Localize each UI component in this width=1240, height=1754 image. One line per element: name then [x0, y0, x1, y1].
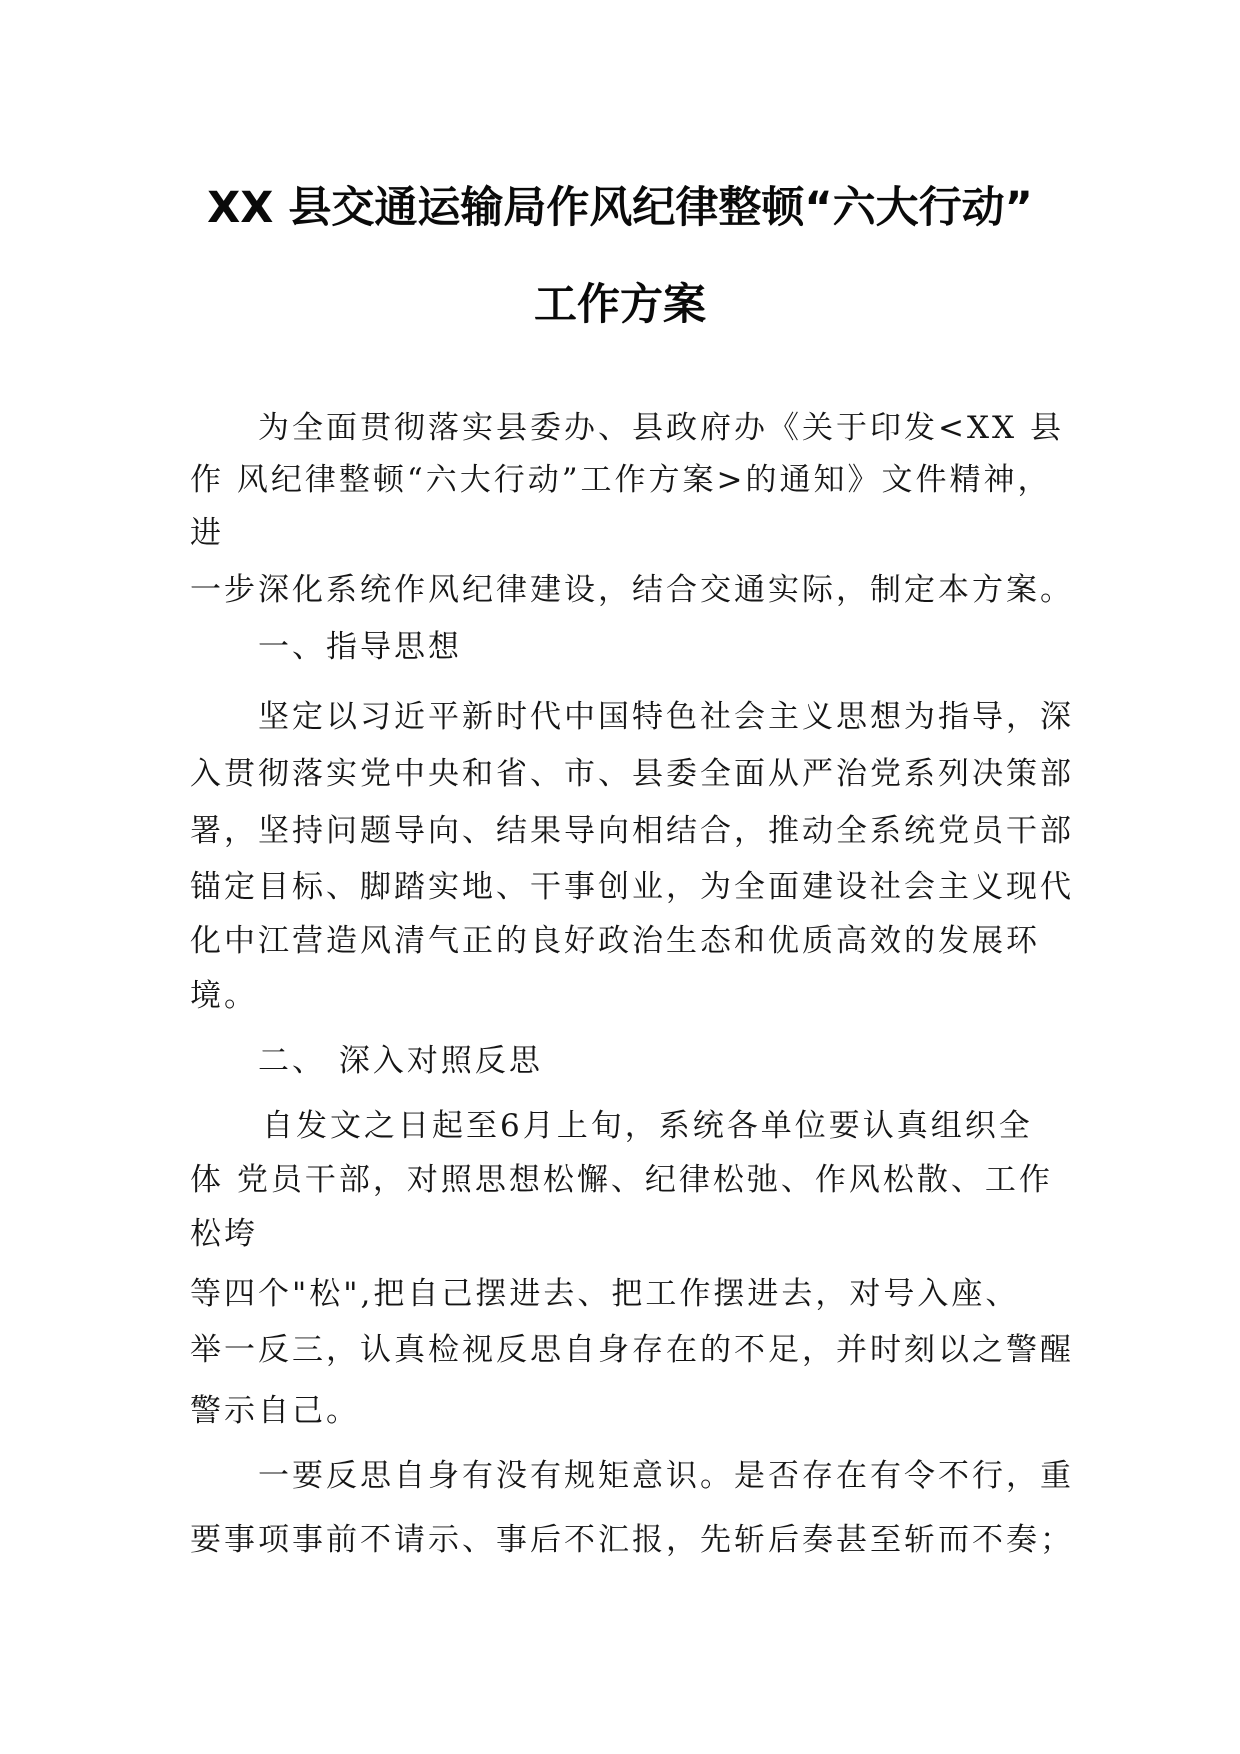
title-line-2: 工作方案	[534, 280, 706, 330]
body-line: 署，坚持问题导向、结果导向相结合，推动全系统党员干部	[190, 813, 1074, 849]
body-line: 一要反思自身有没有规矩意识。是否存在有令不行，重	[258, 1458, 1074, 1494]
body-line: 入贯彻落实党中央和省、市、县委全面从严治党系列决策部	[190, 756, 1074, 792]
body-line: 松垮	[190, 1216, 258, 1252]
section-heading: 一、指导思想	[258, 629, 462, 665]
body-line: 化中江营造风清气正的良好政治生态和优质高效的发展环	[190, 923, 1040, 959]
body-line: 警示自己。	[190, 1393, 360, 1429]
body-line: 为全面贯彻落实县委办、县政府办《关于印发<XX 县	[258, 410, 1064, 446]
body-line: 体 党员干部，对照思想松懈、纪律松弛、作风松散、工作	[190, 1162, 1053, 1198]
body-line: 坚定以习近平新时代中国特色社会主义思想为指导，深	[258, 699, 1074, 735]
body-line: 作 风纪律整顿“六大行动”工作方案>的通知》文件精神，	[190, 462, 1052, 498]
body-line: 进	[190, 515, 224, 551]
body-line: 自发文之日起至6月上旬，系统各单位要认真组织全	[262, 1108, 1033, 1144]
body-line: 一步深化系统作风纪律建设，结合交通实际，制定本方案。	[190, 572, 1074, 608]
body-line: 锚定目标、脚踏实地、干事创业，为全面建设社会主义现代	[190, 869, 1074, 905]
body-line: 等四个"松",把自己摆进去、把工作摆进去，对号入座、	[190, 1276, 1020, 1312]
body-line: 要事项事前不请示、事后不汇报，先斩后奏甚至斩而不奏；	[190, 1522, 1074, 1558]
body-line: 境。	[190, 978, 258, 1014]
section-heading: 二、 深入对照反思	[258, 1043, 543, 1079]
body-line: 举一反三，认真检视反思自身存在的不足，并时刻以之警醒	[190, 1332, 1074, 1368]
title-line-1: XX 县交通运输局作风纪律整顿“六大行动”	[207, 183, 1033, 233]
